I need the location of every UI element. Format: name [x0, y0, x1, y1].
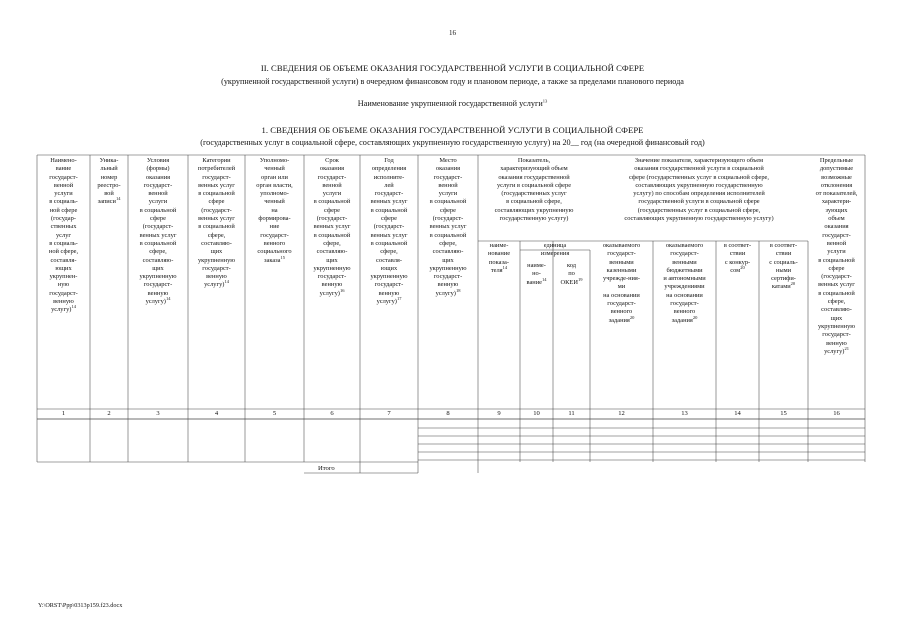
header-service-term: [304, 157, 360, 298]
header-service-name-line: ющих: [55, 264, 72, 272]
header-value-group: [590, 157, 808, 223]
header-budget-autonomous-note: 20: [692, 314, 698, 320]
header-consumer-categories-line: составляю-: [201, 239, 232, 247]
header-year-determination-line: лей: [384, 181, 394, 189]
header-certificates-line: в соответ-: [769, 242, 798, 249]
header-year-determination-line: услугу)$^{17}$: [376, 295, 402, 306]
header-authorized-body-line: социального: [257, 248, 292, 256]
header-state-treasury-line: задания$^{20}$: [608, 314, 635, 324]
section-2-title: II. СВЕДЕНИЯ ОБ ОБЪЕМЕ ОКАЗАНИЯ ГОСУДАРСТВЕННОЙ УСЛУГИ В СОЦИАЛЬНОЙ СФЕРЕ: [260, 63, 645, 73]
header-allowed-deviations-line: венную: [826, 339, 847, 347]
header-consumer-categories-line: в социальной: [198, 223, 235, 231]
header-year-determination-line: венную: [378, 289, 400, 297]
header-consumer-categories-line: венных услуг: [198, 215, 235, 223]
header-consumer-categories-line: услугу)$^{14}$: [204, 279, 229, 289]
header-service-place-line: венную: [437, 281, 459, 289]
header-authorized-body-line: Уполномо-: [259, 157, 290, 164]
header-service-place-line: услугу)$^{18}$: [435, 287, 461, 297]
header-consumer-categories-line: венную: [206, 273, 227, 281]
header-registry-number-line: вой: [104, 190, 114, 198]
header-authorized-body-line: ченный: [264, 198, 285, 206]
header-service-place-line: сфере,: [439, 239, 457, 247]
header-certificates-note: 20: [790, 281, 796, 287]
header-okei-code: [553, 262, 590, 287]
header-conditions-line: в социальной: [139, 206, 177, 214]
column-number: 14: [734, 410, 741, 417]
header-indicator-group-line: оказания государственной: [498, 173, 570, 181]
header-service-place-note: 18: [455, 287, 461, 293]
header-consumer-categories-note: 14: [224, 279, 229, 285]
header-indicator-name-line: нование: [487, 250, 511, 258]
header-service-place-line: щих: [442, 256, 454, 264]
header-service-term-line: в социальной: [313, 198, 351, 206]
header-indicator-group-line: услуги в социальной сфере: [496, 181, 572, 189]
header-year-determination-line: Год: [384, 157, 394, 164]
header-year-determination: [360, 157, 418, 306]
header-budget-autonomous-line: государст-: [670, 250, 699, 258]
header-year-determination-line: сфере,: [380, 248, 398, 256]
header-unit-name-line: наиме-: [527, 262, 546, 269]
header-service-term-line: государст-: [317, 273, 347, 281]
header-indicator-name: [478, 242, 520, 275]
column-number: 13: [681, 410, 688, 417]
file-path-footer: Y:\ORST\Ppp\0313p159.f23.docx: [38, 602, 123, 609]
header-service-term-line: в социальной: [313, 231, 351, 239]
header-service-name-line: Наимено-: [50, 157, 77, 164]
header-value-group-line: государственной услуги в социальной сфере: [638, 198, 760, 206]
header-unit-name-line: вание$^{14}$: [526, 276, 547, 286]
header-value-group-line: услугу) по способам определения исполнителей: [633, 190, 765, 198]
header-indicator-group-line: составляющих укрупненную: [494, 206, 574, 214]
column-number: 15: [780, 410, 787, 417]
header-state-treasury-line: венными: [609, 258, 634, 266]
header-service-place-line: венных услуг: [429, 223, 467, 231]
header-certificates-line: катами$^{20}$: [771, 281, 796, 291]
header-state-treasury-line: учрежде-ния-: [603, 275, 640, 283]
header-state-treasury-line: на основании: [603, 291, 640, 299]
header-value-group-line: Значение показателя, характеризующего объем: [634, 157, 764, 164]
header-conditions-line: (формы): [146, 165, 170, 173]
header-allowed-deviations-line: венных услуг: [818, 281, 855, 289]
header-service-name-line: ной сфере,: [48, 248, 79, 256]
header-service-place-line: (государст-: [432, 215, 464, 223]
header-allowed-deviations-line: государст-: [822, 331, 851, 339]
page-number: 16: [449, 29, 456, 37]
header-allowed-deviations-line: составляю-: [821, 306, 852, 314]
header-service-place-line: государст-: [433, 273, 463, 281]
header-allowed-deviations-line: услугу)$^{21}$: [824, 345, 849, 355]
header-conditions-note: 14: [165, 295, 171, 301]
header-state-treasury-note: 20: [629, 314, 635, 320]
header-service-term-line: венной: [322, 181, 342, 189]
header-allowed-deviations-line: Предельные: [819, 157, 854, 164]
header-indicator-name-line: показа-: [489, 258, 509, 266]
header-service-term-note: 16: [339, 287, 345, 293]
header-certificates: [759, 242, 808, 292]
header-authorized-body-line: орган власти,: [256, 181, 293, 189]
header-budget-autonomous-line: и автономными: [663, 275, 706, 283]
header-service-name-line: венной: [53, 181, 74, 189]
header-budget-autonomous-line: учреждениями: [664, 283, 705, 291]
header-conditions-line: укрупненную: [139, 273, 177, 281]
header-consumer-categories-line: в социальной: [198, 190, 235, 198]
header-service-name-line: ной сфере: [49, 206, 78, 214]
header-consumer-categories-line: сфере: [208, 198, 225, 206]
header-budget-autonomous-line: задания$^{20}$: [671, 314, 698, 324]
header-value-group-line: (государственных услуг в социальной сфере,: [637, 206, 761, 214]
header-year-determination-line: укрупненную: [370, 273, 408, 281]
service-name-label: Наименование укрупненной государственной услуги: [357, 99, 543, 108]
header-year-determination-line: в социальной: [370, 239, 408, 247]
column-number: 6: [330, 410, 334, 417]
header-conditions-line: составляю-: [142, 256, 174, 264]
header-allowed-deviations-line: государст-: [822, 231, 851, 239]
header-service-name-line: в социаль-: [49, 198, 78, 206]
service-name-note: 13: [542, 98, 548, 104]
header-consumer-categories-line: венных услуг: [198, 181, 235, 189]
header-service-name-line: услуги: [54, 190, 73, 198]
header-service-name-line: услугу)$^{14}$: [51, 304, 76, 314]
header-service-place-line: оказания: [435, 165, 461, 173]
header-allowed-deviations-line: объем: [828, 215, 845, 223]
header-service-place-line: в социальной: [429, 231, 467, 239]
header-year-determination-note: 17: [396, 295, 402, 301]
total-row-label: Итого: [318, 465, 335, 472]
header-service-place-line: венной: [438, 181, 458, 189]
section-1-subtitle: (государственных услуг в социальной сфере, составляющих укрупненную государственную услугу) на 20__ год (на очередной финансовый год): [200, 138, 705, 147]
header-service-place-line: Место: [439, 157, 457, 164]
header-indicator-group: [478, 157, 590, 223]
header-budget-autonomous-line: государст-: [670, 300, 699, 308]
column-number: 1: [61, 410, 66, 417]
header-certificates-line: ствии: [775, 250, 792, 258]
header-budget-autonomous-line: венного: [673, 308, 696, 316]
header-consumer-categories-line: сфере,: [207, 231, 226, 239]
header-consumer-categories-line: укрупненную: [197, 256, 236, 264]
header-budget-autonomous-line: венными: [672, 258, 697, 266]
header-service-term-line: сфере: [324, 206, 340, 214]
header-service-term-line: венную: [321, 281, 343, 289]
column-number: 9: [497, 410, 501, 417]
header-service-term-line: сфере,: [323, 239, 341, 247]
header-year-determination-line: государст-: [374, 190, 404, 198]
header-state-treasury-line: казенными: [606, 266, 637, 274]
header-authorized-body-line: уполномо-: [260, 190, 289, 198]
header-authorized-body-note: 15: [280, 254, 286, 260]
header-service-place: [418, 157, 478, 298]
header-allowed-deviations-line: зующих: [825, 206, 848, 214]
header-authorized-body-line: ние: [269, 223, 280, 231]
header-service-place-line: услуги: [438, 190, 458, 198]
header-service-name-line: услуг: [55, 231, 72, 239]
header-allowed-deviations-note: 21: [844, 345, 849, 351]
header-indicator-name-line: наиме-: [489, 242, 509, 249]
header-year-determination-line: определения: [371, 165, 407, 173]
header-service-name-line: государст-: [49, 289, 78, 297]
header-certificates-line: с социаль-: [769, 258, 798, 266]
header-service-name-note: 14: [71, 304, 76, 310]
header-value-group-line: составляющих укрупненную государственную услугу): [624, 215, 774, 223]
column-number: 11: [568, 410, 575, 417]
header-value-group-line: сфере (государственных услуг в социальной сфере,: [629, 173, 769, 181]
header-year-determination-line: венных услуг: [370, 231, 408, 239]
header-certificates-line: сертифи-: [771, 275, 796, 283]
header-conditions-line: государст-: [143, 281, 173, 289]
header-year-determination-line: сфере: [381, 215, 397, 223]
header-authorized-body-line: ченный: [264, 165, 285, 173]
header-conditions: [128, 157, 188, 306]
header-service-name-line: ственных: [50, 223, 77, 231]
header-indicator-group-line: в социальной сфере,: [506, 198, 562, 206]
header-service-term-line: венных услуг: [313, 223, 351, 231]
header-conditions-line: в социальной: [139, 239, 177, 247]
header-state-treasury-line: государст-: [607, 300, 636, 308]
column-number: 7: [387, 410, 391, 417]
column-number: 12: [618, 410, 625, 417]
header-okei-code-line: код: [566, 262, 577, 269]
header-consumer-categories-line: потребителей: [197, 165, 236, 173]
header-registry-number: [90, 157, 128, 207]
header-service-place-line: укрупненную: [429, 264, 467, 272]
header-consumer-categories-line: государст-: [202, 264, 231, 272]
header-okei-code-note: 19: [577, 276, 583, 282]
header-budget-autonomous: [653, 242, 716, 325]
header-state-treasury-line: ми: [617, 283, 626, 291]
header-unit-name-line: но-: [532, 270, 541, 278]
column-number: 2: [107, 410, 111, 417]
column-number: 10: [533, 410, 540, 417]
header-service-name-line: (государ-: [51, 215, 76, 223]
header-competition-note: 20: [740, 264, 745, 270]
header-allowed-deviations-line: укрупненную: [817, 322, 856, 330]
header-state-treasury-line: оказываемого: [602, 242, 641, 249]
header-authorized-body-line: заказа$^{15}$: [263, 254, 286, 264]
header-service-place-line: государст-: [433, 173, 463, 181]
header-competition: [716, 242, 759, 275]
header-indicator-name-note: 14: [502, 264, 508, 270]
header-competition-line: ствии: [729, 250, 746, 258]
header-allowed-deviations-line: характери-: [821, 198, 852, 206]
header-allowed-deviations-line: венной: [826, 239, 847, 247]
header-indicator-name-line: теля$^{14}$: [490, 264, 508, 274]
header-competition-line: сом$^{20}$: [730, 264, 745, 274]
header-indicator-group-line: государственную услугу): [499, 215, 569, 223]
header-year-determination-line: (государст-: [373, 223, 405, 231]
header-conditions-line: венную: [147, 289, 169, 297]
header-conditions-line: венных услуг: [139, 231, 177, 239]
header-indicator-group-line: характеризующий объем: [500, 165, 568, 173]
header-indicator-group-line: (государственных услуг: [501, 190, 567, 198]
header-year-determination-line: в социальной: [370, 206, 408, 214]
header-service-term-line: Срок: [325, 157, 339, 164]
header-registry-number-line: реестро-: [97, 181, 121, 189]
header-service-term-line: государст-: [317, 173, 347, 181]
header-authorized-body-line: орган или: [261, 173, 288, 181]
column-number: 5: [272, 410, 277, 417]
header-conditions-line: услугу)$^{14}$: [145, 295, 171, 306]
header-conditions-line: (государст-: [142, 223, 174, 231]
header-service-place-line: в социальной: [429, 198, 467, 206]
header-service-name-line: укрупнен-: [49, 273, 78, 281]
header-service-term-line: услуги: [322, 190, 342, 198]
header-state-treasury-line: венного: [610, 308, 633, 316]
header-allowed-deviations-line: от показателей,: [815, 190, 858, 198]
header-service-term-line: оказания: [319, 165, 345, 173]
header-allowed-deviations-line: возможные: [821, 173, 852, 181]
section-1-title: 1. СВЕДЕНИЯ ОБ ОБЪЕМЕ ОКАЗАНИЯ ГОСУДАРСТВЕННОЙ УСЛУГИ В СОЦИАЛЬНОЙ СФЕРЕ: [261, 125, 644, 135]
header-authorized-body-line: венного: [263, 239, 286, 247]
column-number: 16: [833, 410, 840, 417]
header-service-term-line: составляю-: [316, 248, 348, 256]
header-service-place-line: составляю-: [432, 248, 464, 256]
header-budget-autonomous-line: бюджетными: [666, 266, 703, 274]
header-allowed-deviations-line: оказания: [824, 223, 849, 231]
header-conditions-line: сфере,: [149, 248, 167, 256]
header-consumer-categories-line: (государст-: [201, 206, 232, 214]
header-registry-number-line: Уника-: [99, 157, 119, 164]
header-conditions-line: услуги: [148, 198, 168, 206]
column-number: 8: [446, 410, 450, 417]
header-consumer-categories: [188, 157, 245, 290]
header-service-name: [37, 157, 90, 315]
header-service-name-line: в социаль-: [49, 239, 78, 247]
header-allowed-deviations-line: в социальной: [818, 256, 855, 264]
header-conditions-line: Условия: [146, 157, 170, 164]
header-conditions-line: венной: [148, 190, 168, 198]
header-registry-number-line: номер: [100, 173, 118, 181]
header-value-group-line: оказания государственной услуги в социальной: [634, 165, 764, 173]
header-year-determination-line: венных услуг: [370, 198, 408, 206]
header-allowed-deviations-line: отклонения: [820, 181, 853, 189]
header-unit-group-line: единица: [543, 242, 567, 249]
header-okei-code-line: по: [568, 270, 575, 278]
header-registry-number-note: 14: [115, 196, 121, 202]
header-indicator-group-line: Показатель,: [517, 157, 551, 164]
header-service-term-line: укрупненную: [313, 264, 351, 272]
header-allowed-deviations-line: в социальной: [818, 289, 855, 297]
header-service-name-line: вание: [55, 165, 72, 173]
header-allowed-deviations-line: услуги: [827, 248, 846, 256]
header-service-term-line: услугу)$^{16}$: [319, 287, 345, 297]
header-service-term-line: (государст-: [316, 215, 348, 223]
header-allowed-deviations-line: (государст-: [821, 273, 852, 281]
header-unit-name-note: 14: [541, 276, 547, 282]
column-number: 3: [156, 410, 160, 417]
header-unit-group-line: измерения: [540, 250, 570, 258]
header-allowed-deviations-line: допустимые: [819, 165, 854, 173]
header-year-determination-line: ющих: [380, 264, 398, 272]
header-value-group-line: составляющих укрупненную государственную: [635, 181, 763, 189]
header-authorized-body-line: формирова-: [258, 215, 291, 223]
header-authorized-body-line: на: [271, 206, 278, 214]
header-service-name-line: ную: [57, 281, 70, 289]
header-consumer-categories-line: щих: [210, 248, 223, 256]
header-year-determination-line: составля-: [376, 256, 402, 264]
header-competition-line: в соответ-: [723, 242, 752, 249]
header-allowed-deviations: [808, 157, 865, 356]
header-unit-name: [520, 262, 553, 287]
header-conditions-line: государст-: [143, 181, 173, 189]
header-allowed-deviations-line: сфере: [828, 264, 845, 272]
header-state-treasury: [590, 242, 653, 325]
header-okei-code-line: ОКЕИ$^{19}$: [560, 276, 583, 286]
header-registry-number-line: льный: [100, 165, 118, 173]
header-allowed-deviations-line: сфере,: [827, 298, 846, 306]
header-authorized-body: [245, 157, 304, 265]
header-authorized-body-line: государст-: [260, 231, 289, 239]
header-service-name-line: венную: [53, 298, 74, 306]
header-unit-group: [520, 242, 590, 259]
header-certificates-line: ными: [775, 266, 792, 274]
header-budget-autonomous-line: на основании: [666, 291, 703, 299]
section-2-subtitle: (укрупненной государственной услуги) в очередном финансовом году и плановом периоде, а также за пределами планового периода: [221, 77, 684, 86]
header-allowed-deviations-line: щих: [830, 314, 843, 322]
header-registry-number-line: записи$^{14}$: [97, 196, 121, 206]
header-service-name-line: составля-: [50, 256, 77, 264]
header-year-determination-line: исполните-: [373, 173, 405, 181]
header-service-term-line: щих: [326, 256, 338, 264]
header-consumer-categories-line: государст-: [202, 173, 231, 181]
header-year-determination-line: государст-: [374, 281, 404, 289]
header-conditions-line: оказания: [145, 173, 171, 181]
header-state-treasury-line: государст-: [607, 250, 636, 258]
header-conditions-line: щих: [152, 264, 164, 272]
header-consumer-categories-line: Категории: [202, 157, 231, 164]
header-service-place-line: сфере: [440, 206, 456, 214]
header-competition-line: с конкур-: [724, 258, 751, 266]
header-conditions-line: сфере: [150, 215, 166, 223]
header-service-name-line: государст-: [49, 173, 78, 181]
header-budget-autonomous-line: оказываемого: [665, 242, 704, 249]
column-number: 4: [214, 410, 219, 417]
